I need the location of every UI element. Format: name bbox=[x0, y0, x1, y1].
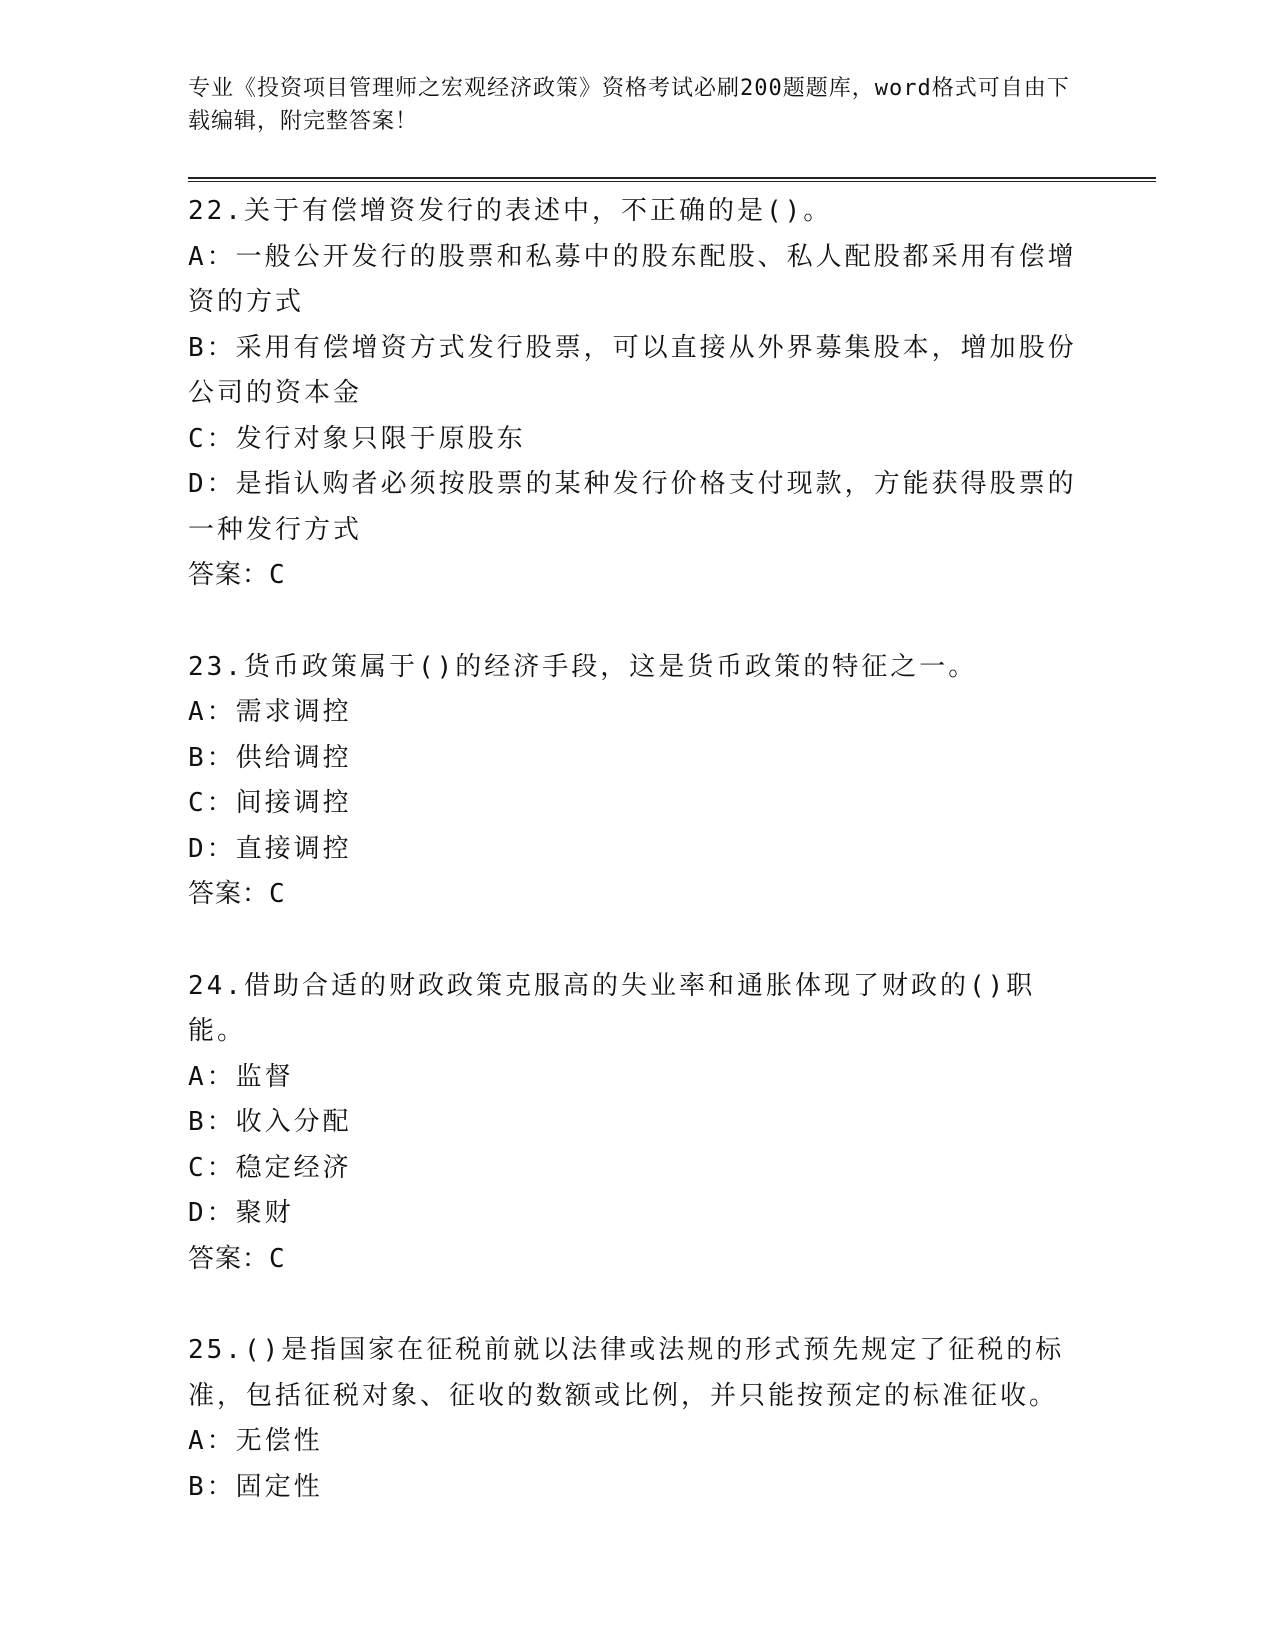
option-d: D：直接调控 bbox=[188, 833, 352, 864]
page-header bbox=[188, 72, 1088, 138]
option-d: D：聚财 bbox=[188, 1198, 294, 1228]
option-b: B：采用有偿增资方式发行股票，可以直接从外界募集股本，增加股份公司的资本金 bbox=[188, 332, 1077, 408]
answer: 答案：C bbox=[188, 879, 286, 909]
question-list bbox=[188, 189, 1078, 1556]
option-c: C：发行对象只限于原股东 bbox=[188, 423, 526, 454]
option-b: B：固定性 bbox=[188, 1471, 323, 1502]
question-stem: 22.关于有偿增资发行的表述中，不正确的是()。 bbox=[188, 196, 833, 226]
option-a: A：一般公开发行的股票和私募中的股东配股、私人配股都采用有偿增资的方式 bbox=[188, 241, 1077, 317]
question-stem: 23.货币政策属于()的经济手段，这是货币政策的特征之一。 bbox=[188, 651, 978, 682]
option-b: B：收入分配 bbox=[188, 1107, 352, 1137]
header-divider bbox=[188, 177, 1156, 182]
option-d: D：是指认购者必须按股票的某种发行价格支付现款，方能获得股票的一种发行方式 bbox=[188, 469, 1077, 545]
option-a: A：需求调控 bbox=[188, 697, 352, 727]
question-stem: 25.()是指国家在征税前就以法律或法规的形式预先规定了征税的标准，包括征税对象、征收的数额或比例，并只能按预定的标准征收。 bbox=[188, 1335, 1065, 1411]
header-text: 专业《投资项目管理师之宏观经济政策》资格考试必刷200题题库，word格式可自由下载编辑，附完整答案！ bbox=[188, 76, 1070, 134]
answer: 答案：C bbox=[188, 560, 286, 590]
question-25 bbox=[188, 1328, 1078, 1510]
question-stem: 24.借助合适的财政政策克服高的失业率和通胀体现了财政的()职能。 bbox=[188, 970, 1036, 1046]
question-22 bbox=[188, 189, 1078, 599]
question-24 bbox=[188, 964, 1078, 1283]
option-a: A：监督 bbox=[188, 1061, 294, 1092]
option-c: C：间接调控 bbox=[188, 788, 352, 818]
option-b: B：供给调控 bbox=[188, 742, 352, 773]
question-23 bbox=[188, 645, 1078, 918]
option-a: A：无偿性 bbox=[188, 1426, 323, 1456]
answer: 答案：C bbox=[188, 1243, 286, 1274]
option-c: C：稳定经济 bbox=[188, 1152, 352, 1183]
